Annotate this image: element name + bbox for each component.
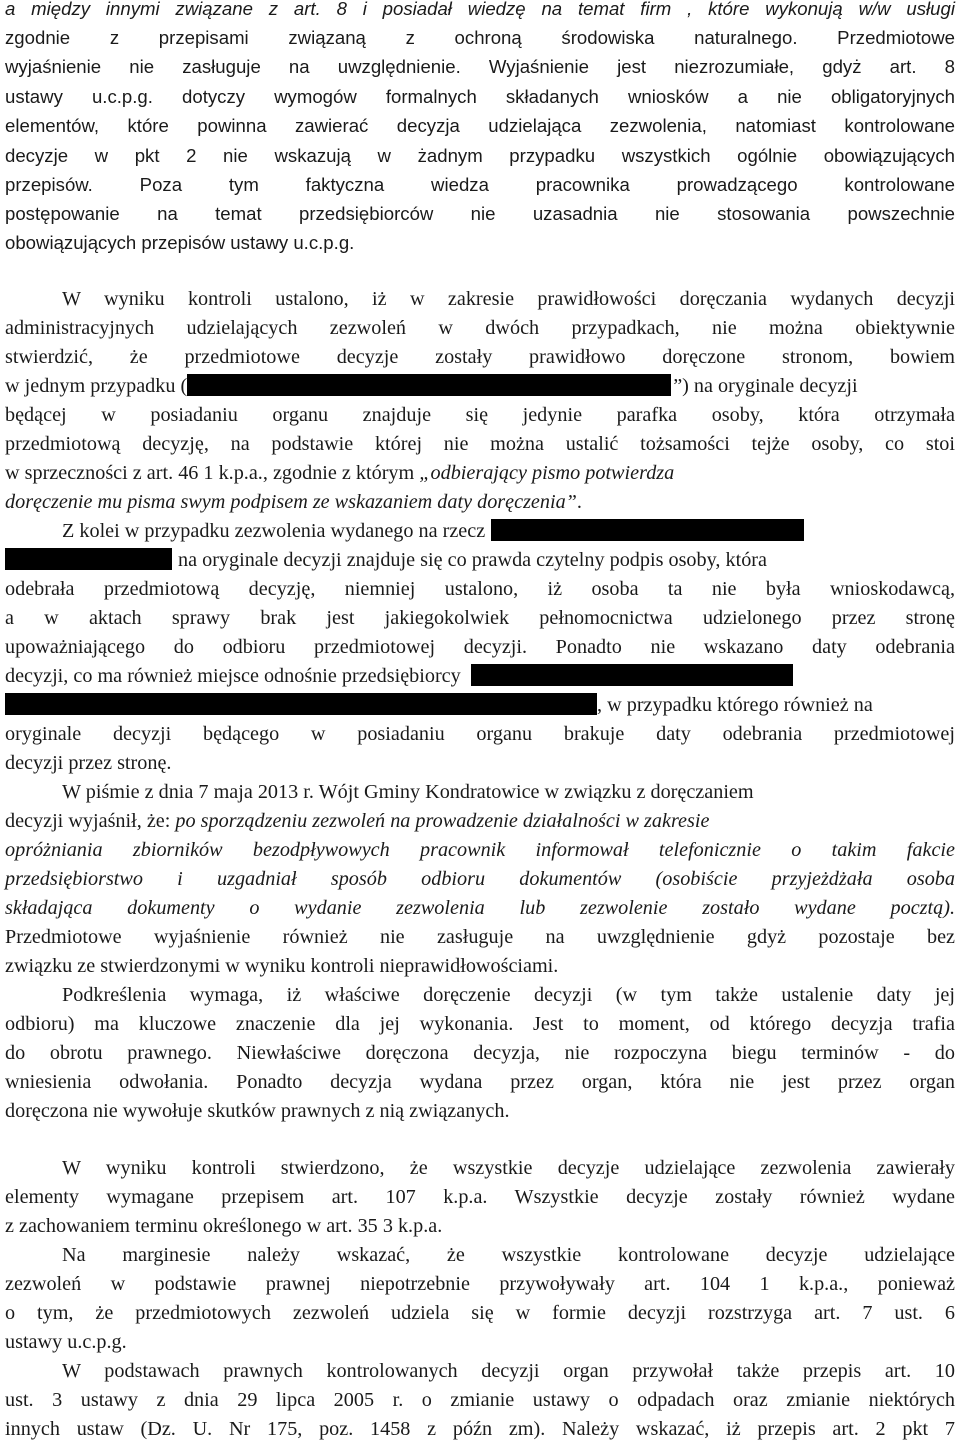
text-line: przepisów. Poza tym faktyczna wiedza pracownika prowadzącego kontrolowane [5, 174, 955, 195]
text-line: decyzje w pkt 2 nie wskazują w żadnym przypadku wszystkich ogólnie obowiązujących [5, 145, 955, 166]
text-line: do obrotu prawnego. Niewłaściwe doręczona decyzja, nie rozpoczyna biegu terminów - do [5, 1042, 955, 1064]
text-line: oryginale decyzji będącego w posiadaniu organu brakuje daty odebrania przedmiotowej [5, 723, 955, 745]
text-run: decyzji wyjaśnił, że: [5, 810, 176, 832]
text-run: , w przypadku którego również na [597, 694, 873, 716]
text-line: a w aktach sprawy brak jest jakiegokolwiek pełnomocnictwa udzielonego przez stronę [5, 607, 955, 629]
redaction-block [187, 374, 671, 396]
text-line: związku ze stwierdzonymi w wyniku kontroli nieprawidłowościami. [5, 955, 559, 977]
text-run: w jednym przypadku ( [5, 375, 188, 397]
text-line: przedsiębiorstwo i uzgadniał sposób odbioru dokumentów (osobiście przyjeżdżała osoba [5, 868, 955, 890]
quote-run: po sporządzeniu zezwoleń na prowadzenie działalności w zakresie [175, 810, 710, 832]
text-line: W podstawach prawnych kontrolowanych decyzji organ przywołał także przepis art. 10 [62, 1360, 955, 1382]
redaction-block [491, 519, 804, 541]
text-line: W wyniku kontroli ustalono, iż w zakresie prawidłowości doręczania wydanych decyzji [62, 288, 955, 310]
text-line [5, 662, 955, 691]
text-line: opróżniania zbiorników bezodpływowych pracownik informował telefonicznie o takim fakcie [5, 839, 955, 861]
text-line [5, 807, 955, 836]
text-line: o tym, że przedmiotowych zezwoleń udziela się w formie decyzji rozstrzyga art. 7 ust. 6 [5, 1302, 955, 1324]
text-line: Na marginesie należy wskazać, że wszystkie kontrolowane decyzje udzielające [62, 1244, 955, 1266]
text-line: elementów, które powinna zawierać decyzja udzielająca zezwolenia, natomiast kontrolowane [5, 115, 955, 136]
text-run: decyzji, co ma również miejsce odnośnie przedsiębiorcy [5, 665, 461, 687]
text-line: będącej w posiadaniu organu znajduje się jedynie parafka osoby, która otrzymała [5, 404, 955, 426]
text-line: zgodnie z przepisami związaną z ochroną środowiska naturalnego. Przedmiotowe [5, 27, 955, 48]
text-run: na oryginale decyzji znajduje się co prawda czytelny podpis osoby, która [178, 549, 767, 571]
text-line: wyjaśnienie nie zasługuje na uwzględnienie. Wyjaśnienie jest niezrozumiałe, gdyż art. 8 [5, 56, 955, 77]
text-line: W piśmie z dnia 7 maja 2013 r. Wójt Gminy Kondratowice w związku z doręczaniem [62, 781, 754, 803]
text-line [5, 459, 955, 488]
text-line [5, 546, 955, 575]
text-line [5, 372, 955, 401]
quote-run: doręczenie mu pisma swym podpisem ze wskazaniem daty doręczenia” [5, 491, 577, 513]
text-line: ustawy u.c.p.g. [5, 1331, 127, 1353]
text-line: decyzji przez stronę. [5, 752, 172, 774]
text-line: a między innymi związane z art. 8 i posiadał wiedzę na temat firm , które wykonują w/w usługi [5, 0, 955, 19]
text-line: z zachowaniem terminu określonego w art. 35 3 k.p.a. [5, 1215, 443, 1237]
text-line: odebrała przedmiotową decyzję, niemniej ustalono, iż osoba ta nie była wnioskodawcą, [5, 578, 955, 600]
redaction-block [471, 664, 793, 686]
text-line [5, 691, 955, 720]
text-line [5, 517, 955, 546]
text-line: W wyniku kontroli stwierdzono, że wszystkie decyzje udzielające zezwolenia zawierały [62, 1157, 955, 1179]
text-line: doręczona nie wywołuje skutków prawnych z nią związanych. [5, 1100, 510, 1122]
text-run: . [576, 491, 582, 513]
text-line: stwierdzić, że przedmiotowe decyzje zostały prawidłowo doręczone stronom, bowiem [5, 346, 955, 368]
text-line: przedmiotową decyzję, na podstawie której nie można ustalić tożsamości tejże osoby, co stoi [5, 433, 955, 455]
text-line: administracyjnych udzielających zezwoleń w dwóch przypadkach, nie można obiektywnie [5, 317, 955, 339]
text-line: ustawy u.c.p.g. dotyczy wymogów formalnych składanych wniosków a nie obligatoryjnych [5, 86, 955, 107]
text-line [5, 488, 955, 517]
text-line: składająca dokumenty o wydanie zezwolenia lub zezwolenie zostało wydane pocztą). [5, 897, 955, 919]
text-line: wniesienia odwołania. Ponadto decyzja wydana przez organ, która nie jest przez organ [5, 1071, 955, 1093]
text-line: obowiązujących przepisów ustawy u.c.p.g. [5, 232, 355, 253]
text-line: upoważniającego do odbioru przedmiotowej decyzji. Ponadto nie wskazano daty odebrania [5, 636, 955, 658]
redaction-block [5, 693, 597, 715]
text-line: postępowanie na temat przedsiębiorców nie uzasadnia nie stosowania powszechnie [5, 203, 955, 224]
text-line: elementy wymagane przepisem art. 107 k.p.a. Wszystkie decyzje zostały również wydane [5, 1186, 955, 1208]
text-line: Podkreślenia wymaga, iż właściwe doręczenie decyzji (w tym także ustalenie daty jej [62, 984, 955, 1006]
text-line: Przedmiotowe wyjaśnienie również nie zasługuje na uwzględnienie gdyż pozostaje bez [5, 926, 955, 948]
text-line: ust. 3 ustawy z dnia 29 lipca 2005 r. o zmianie ustawy o odpadach oraz zmianie niektórych [5, 1389, 955, 1411]
text-run: ”) na oryginale decyzji [673, 375, 858, 397]
text-line: zezwoleń w podstawie prawnej niepotrzebnie przywoływały art. 104 1 k.p.a., ponieważ [5, 1273, 955, 1295]
text-run: Z kolei w przypadku zezwolenia wydanego na rzecz [62, 520, 486, 542]
redaction-block [5, 548, 172, 570]
quote-run: „odbierający pismo potwierdza [419, 462, 675, 484]
text-line: innych ustaw (Dz. U. Nr 175, poz. 1458 z późn zm). Należy wskazać, iż przepis art. 2 pkt 7 [5, 1418, 955, 1440]
text-line: odbioru) ma kluczowe znaczenie dla jej wykonania. Jest to moment, od którego decyzja trafia [5, 1013, 955, 1035]
text-run: w sprzeczności z art. 46 1 k.p.a., zgodnie z którym [5, 462, 420, 484]
